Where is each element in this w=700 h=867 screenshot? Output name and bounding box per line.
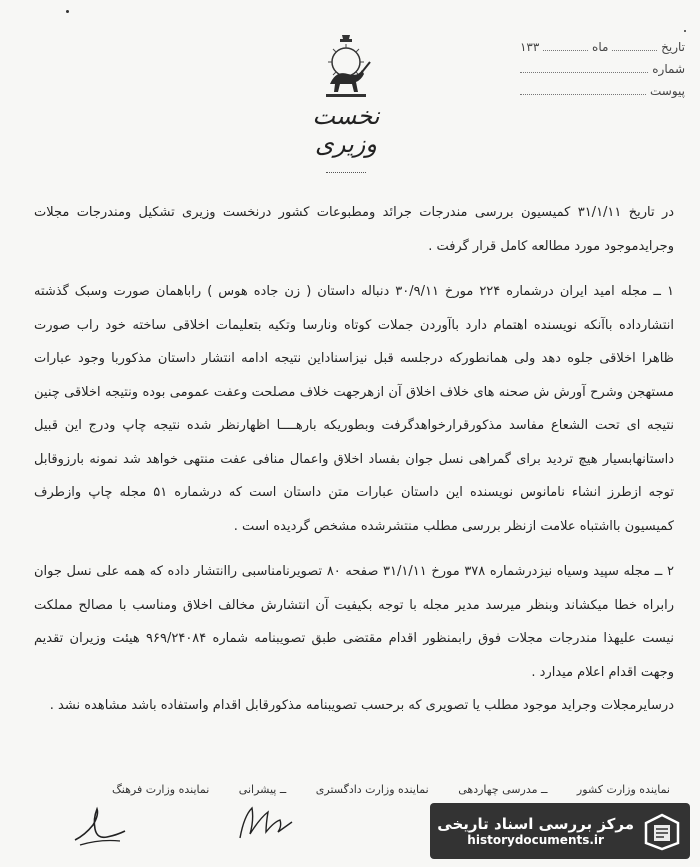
signature-scribble-1 bbox=[70, 805, 130, 850]
watermark-url: historydocuments.ir bbox=[467, 833, 604, 847]
number-row bbox=[520, 62, 685, 84]
signature-label: نماینده وزارت فرهنگ bbox=[111, 783, 210, 796]
archive-logo-icon bbox=[642, 811, 682, 851]
signature-label: نماینده وزارت دادگستری bbox=[315, 783, 429, 796]
office-title: نخست وزیری bbox=[312, 102, 380, 158]
date-row bbox=[520, 40, 685, 62]
item-1-paragraph: ۱ ــ مجله امید ایران درشماره ۲۲۴ مورخ ۳۰/۹/۱۱ دنباله داستان ( زن جاده هوس ) راباهمان صورت وسبک گذشته انتشارداده باآنکه نویسنده اهتمام دارد باآوردن جملات کوتاه ونارسا وتکیه بتعلیمات اخلاقی ساخته خود راب صورت ظاهرا اخلاقی جلوه دهد ولی همانطورکه درجلسه قبل نیزاسناداین نتیجه ادامه انتشار داستان مذکوربا وجود عبارات مستهجن وشرح آورش ش صحنه های خلاف اخلاق آن ازهرجهت خلاف مصلحت وعفت عمومی بوده ونتیجه اخلاقی چنین نتیجه ای تحت الشعاع مفاسد مذکورقرارخواهدگرفت وبطوریکه بارهــــا اظهارنظر شده نتیجه چاپ ودرج این قبیل داستانهابسیار هیچ تردید برای گمراهی نسل جوان بفساد اخلاق واعمال منافی عفت منتهی خواهد شد نمونه بارزوقابل توجه ازطرز انشاء نامانوس نویسنده این داستان عبارات متن داستان است که درشماره ۵۱ مجله چاپ وازطرف کمیسیون بااشتباه علامت ازنظر بررسی مطلب منتشرشده مشخص گردیده است . bbox=[34, 284, 674, 534]
letterhead-meta bbox=[520, 40, 685, 106]
number-label: شماره bbox=[652, 62, 685, 76]
intro-paragraph: در تاریخ ۳۱/۱/۱۱ کمیسیون بررسی مندرجات جرائد ومطبوعات کشور درنخست وزیری تشکیل ومندرجات مجلات وجرایدموجود مورد مطالعه کامل قرار گرفت . bbox=[34, 205, 675, 254]
signature-label: ــ پیشرانی bbox=[238, 783, 287, 796]
signature-label: ــ مدرسی چهاردهی bbox=[458, 783, 548, 796]
watermark-title: مرکز بررسی اسناد تاریخی bbox=[437, 815, 634, 833]
date-year: ۱۳۳ bbox=[519, 40, 540, 54]
scan-speck bbox=[66, 10, 69, 13]
letterhead-emblem bbox=[306, 32, 386, 162]
attachment-row bbox=[520, 84, 685, 106]
lion-and-sun-emblem-icon bbox=[318, 32, 374, 100]
signature-labels bbox=[40, 783, 670, 796]
title-divider bbox=[326, 172, 366, 173]
signature-scribble-2 bbox=[232, 800, 302, 845]
date-month: ماه bbox=[592, 40, 609, 54]
item-2-paragraph: ۲ ــ مجله سپید وسیاه نیزدرشماره ۳۷۸ مورخ ۳۱/۱/۱۱ صفحه ۸۰ تصویرنامناسبی راانتشار داده که همه علی نسل جوان رابراه خطا میکشاند وبنظر میرسد مدیر مجله با توجه بکیفیت آن انتشارش مخالف اخلاق ومناسب با مصالح مملکت نیست علیهذا مندرجات مجلات فوق رابمنظور اقدام مقتضی طبق تصویبنامه شماره ۹۶۹/۲۴۰۸۴ هیئت وزیران تقدیم وجهت اقدام اعلام میدارد . bbox=[34, 564, 674, 680]
date-label: تاریخ bbox=[661, 40, 685, 54]
letter-body bbox=[34, 196, 674, 723]
archive-watermark bbox=[430, 803, 690, 859]
scan-speck bbox=[684, 30, 686, 32]
attachment-label: پیوست bbox=[650, 84, 685, 98]
signature-label: نماینده وزارت کشور bbox=[576, 783, 670, 796]
closing-paragraph: درسایرمجلات وجراید موجود مطلب یا تصویری که برحسب تصویبنامه مذکورقابل اقدام واستفاده باشد مشاهده نشد . bbox=[49, 698, 674, 713]
